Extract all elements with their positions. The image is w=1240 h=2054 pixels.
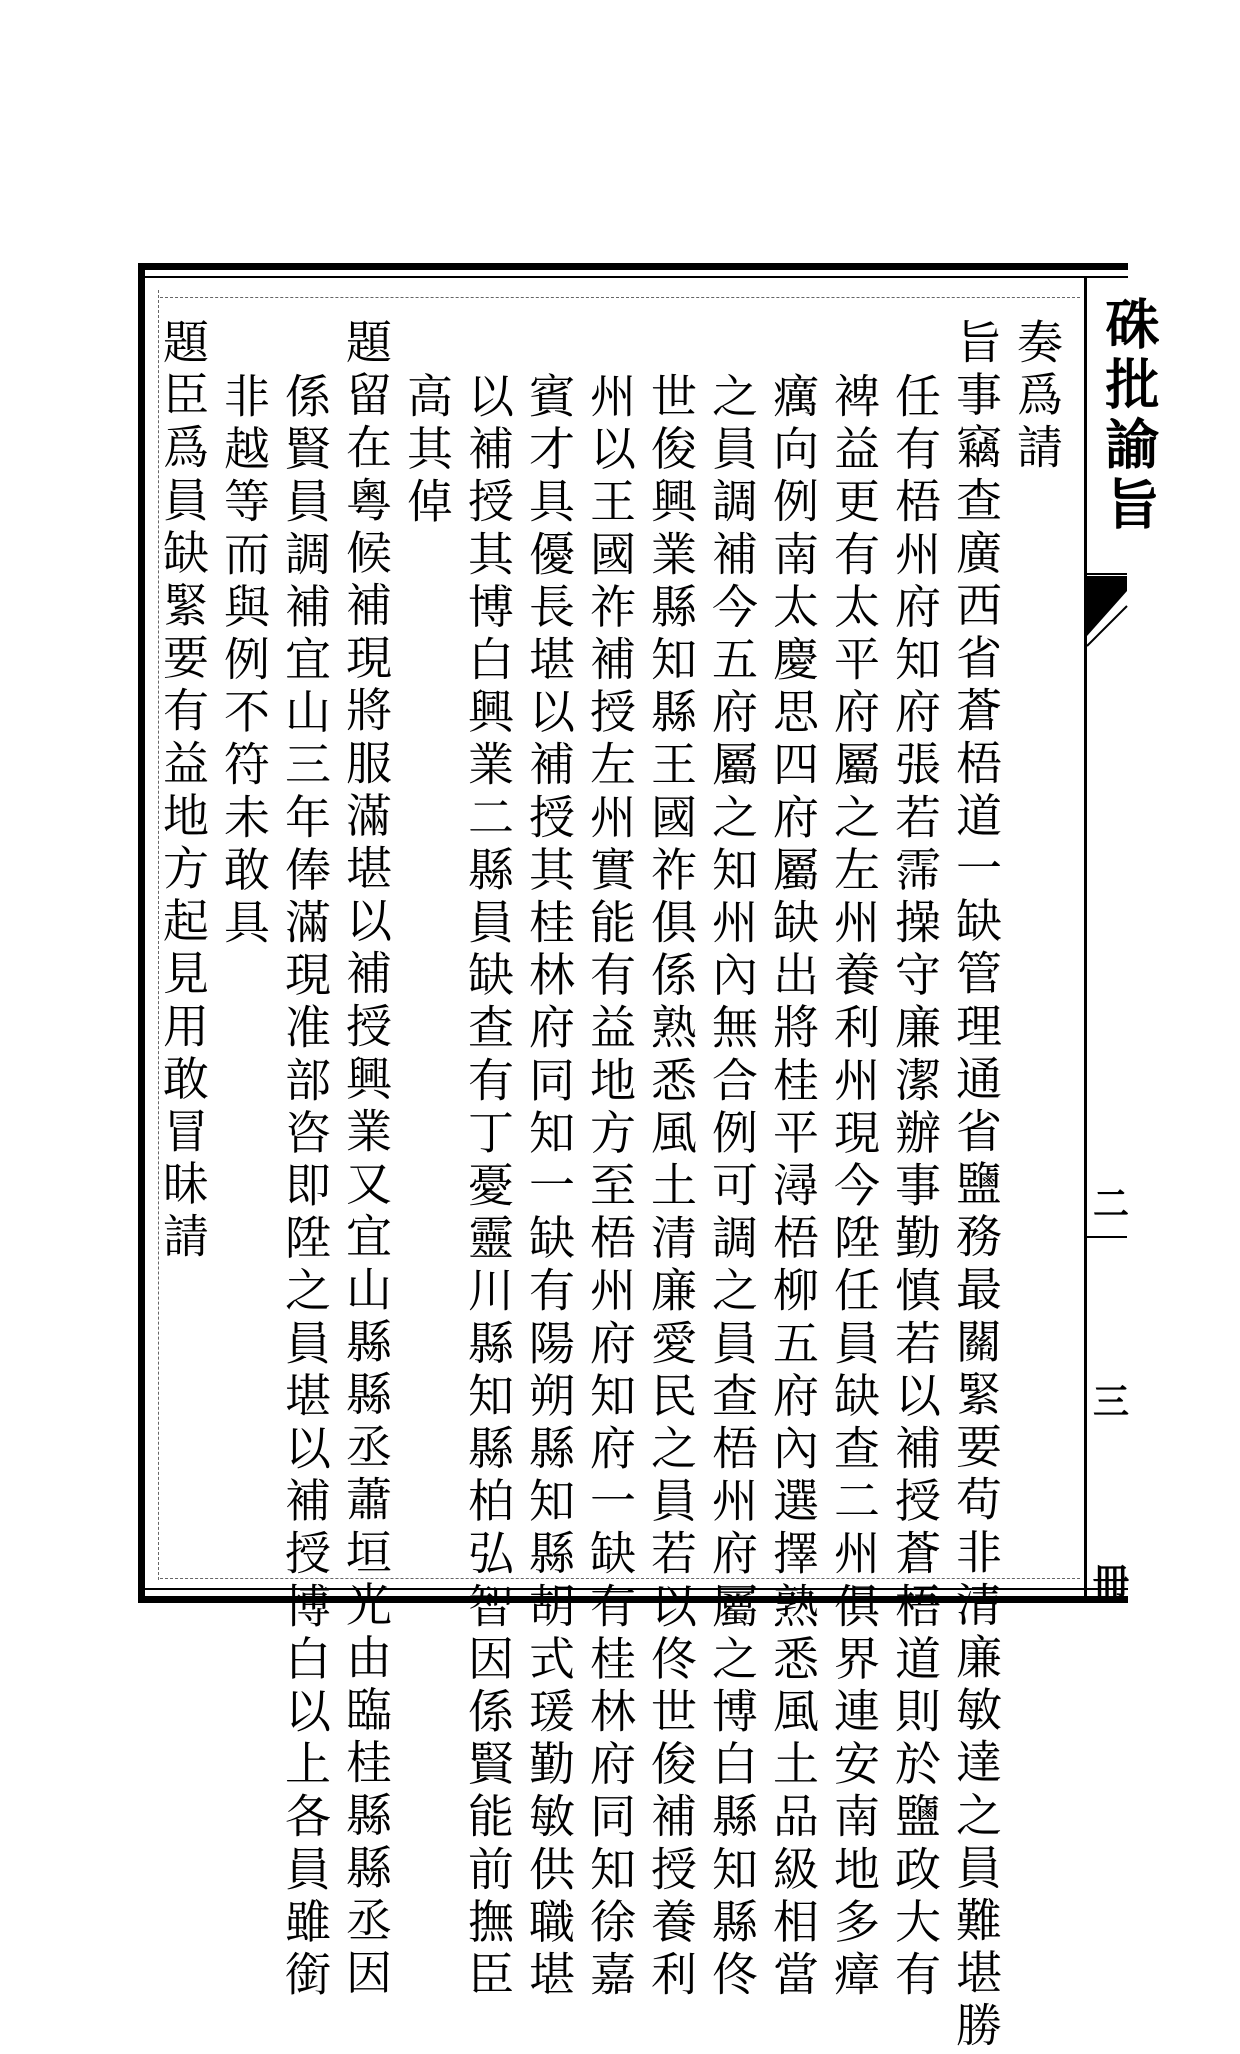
border-top-inner (138, 276, 1128, 278)
text-column: 之員調補今五府屬之知州內無合例可調之員查梧州府屬之博白縣知縣佟 (705, 372, 759, 2003)
page-margin-column (1087, 276, 1161, 1603)
scan-dash-top (160, 297, 1080, 298)
text-column: 癘向例南太慶思四府屬缺出將桂平潯梧柳五府內選擇熟悉風土品級相當 (766, 372, 820, 2003)
text-column: 題留在粵候補現將服滿堪以補授興業又宜山縣縣丞蕭垣光由臨桂縣縣丞因 (339, 318, 393, 2002)
text-column: 州以王國祚補授左州實能有益地方至梧州府知府一缺有桂林府同知徐嘉 (583, 372, 637, 2003)
text-column: 非越等而與例不符未敢具 (217, 372, 271, 951)
margin-rule (1087, 1236, 1127, 1238)
text-column: 以補授其博白興業二縣員缺查有丁憂靈川縣知縣柏弘智因係賢能前撫臣 (461, 372, 515, 2003)
text-column: 旨事竊查廣西省蒼梧道一缺管理通省鹽務最關緊要苟非清廉敏達之員難堪勝 (949, 318, 1003, 2054)
text-column: 裨益更有太平府屬之左州養利州現今陞任員缺查二州俱界連安南地多瘴 (827, 372, 881, 2003)
border-top (138, 263, 1128, 270)
fishtail-mark-icon (1087, 576, 1127, 656)
text-column: 高其倬 (400, 372, 454, 530)
margin-rule (1087, 573, 1127, 575)
text-column: 奏爲請 (1010, 318, 1064, 476)
text-column: 賓才具優長堪以補授其桂林府同知一缺有陽朔縣知縣胡式瑗勤敏供職堪 (522, 372, 576, 2003)
text-column: 係賢員調補宜山三年俸滿現准部咨即陞之員堪以補授博白以上各員雖銜 (278, 372, 332, 2003)
book-title: 硃批諭旨 (1097, 296, 1161, 536)
volume-label: 冊 (1093, 1561, 1130, 1603)
juan-number: 二 (1093, 1183, 1130, 1225)
text-column: 題臣爲員缺緊要有益地方起見用敢冒昧請 (156, 318, 210, 1265)
text-column: 世俊興業縣知縣王國祚俱係熟悉風土清廉愛民之員若以佟世俊補授養利 (644, 372, 698, 2003)
volume-number: 三 (1093, 1381, 1130, 1423)
text-column: 任有梧州府知府張若霈操守廉潔辦事勤慎若以補授蒼梧道則於鹽政大有 (888, 372, 942, 2003)
border-left (138, 263, 145, 1603)
